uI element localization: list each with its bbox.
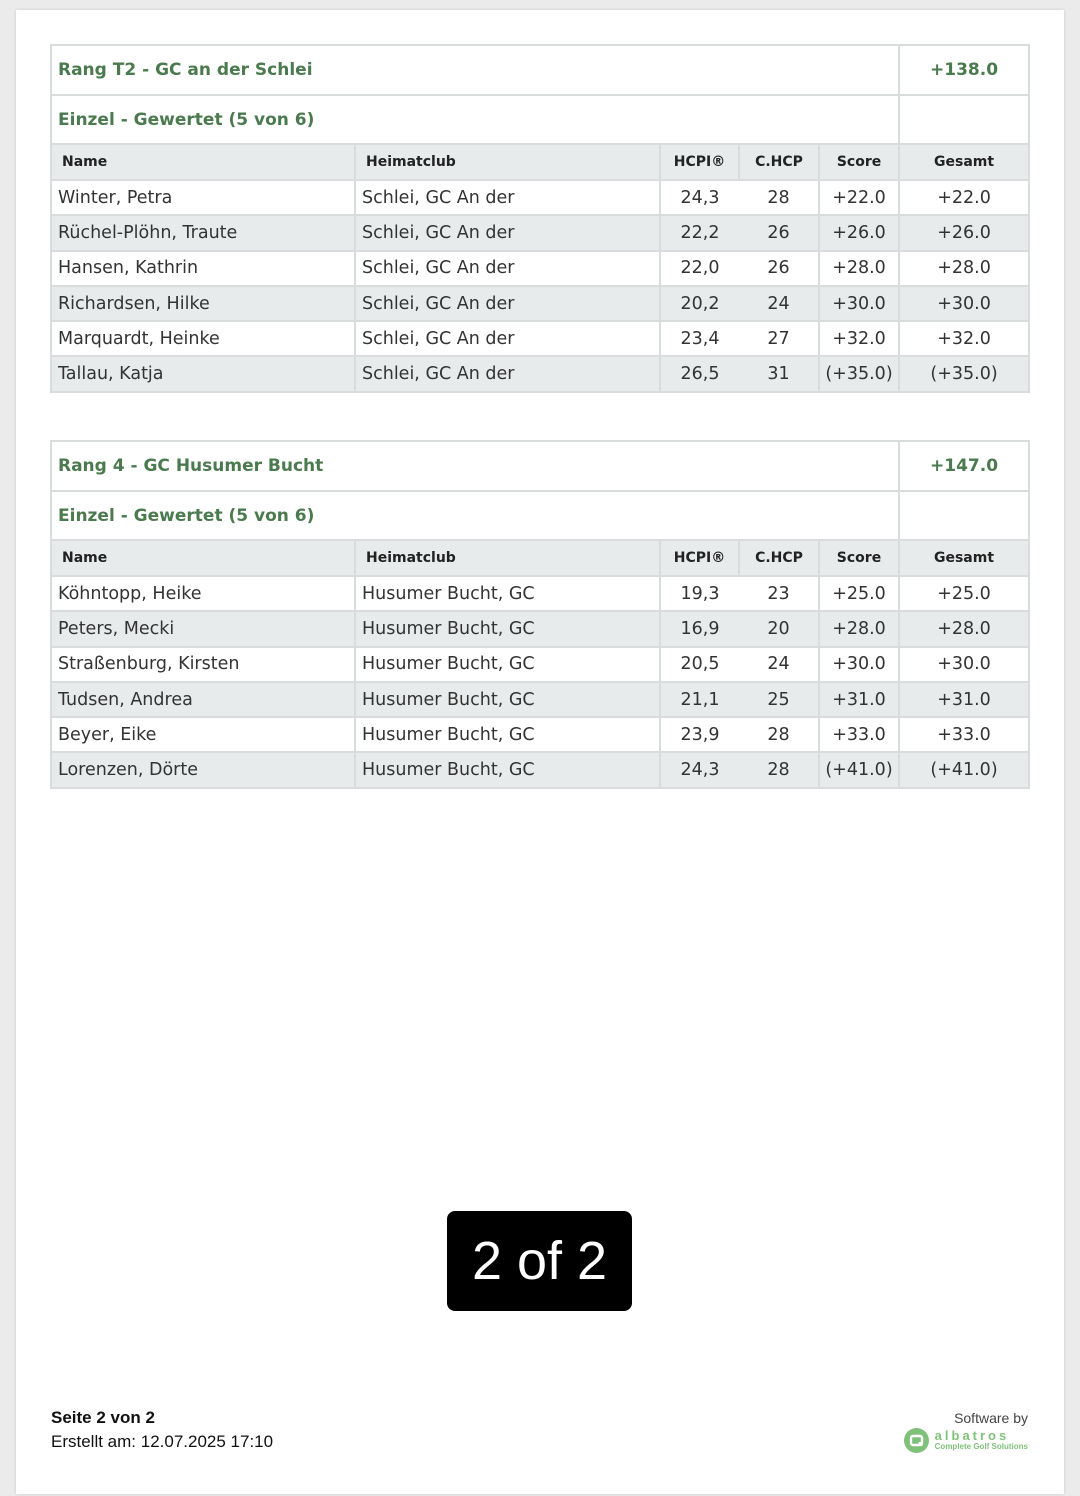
player-hcpi: 23,4 <box>660 321 739 356</box>
player-gesamt: +33.0 <box>899 717 1029 752</box>
empty-cell <box>899 95 1029 144</box>
col-header-gesamt: Gesamt <box>899 144 1029 180</box>
table-row <box>51 576 1029 611</box>
player-score: +32.0 <box>819 321 899 356</box>
footer-page-number: Seite 2 von 2 <box>51 1408 155 1427</box>
player-name: Hansen, Kathrin <box>51 251 355 286</box>
team-subtitle: Einzel - Gewertet (5 von 6) <box>51 95 899 144</box>
player-name: Peters, Mecki <box>51 611 355 646</box>
player-hcpi: 23,9 <box>660 717 739 752</box>
player-club: Schlei, GC An der <box>355 215 660 250</box>
player-club: Schlei, GC An der <box>355 180 660 215</box>
player-name: Richardsen, Hilke <box>51 286 355 321</box>
player-score: +22.0 <box>819 180 899 215</box>
col-header-hcpi: HCPI® <box>660 144 739 180</box>
player-score: (+35.0) <box>819 356 899 391</box>
team-total: +138.0 <box>899 45 1029 95</box>
team-table-1 <box>50 44 1030 393</box>
player-hcpi: 19,3 <box>660 576 739 611</box>
team-total: +147.0 <box>899 441 1029 491</box>
player-hcpi: 24,3 <box>660 180 739 215</box>
player-name: Beyer, Eike <box>51 717 355 752</box>
player-chcp: 26 <box>739 251 819 286</box>
player-score: +25.0 <box>819 576 899 611</box>
player-score: +33.0 <box>819 717 899 752</box>
col-header-name: Name <box>51 144 355 180</box>
player-hcpi: 20,5 <box>660 647 739 682</box>
logo-wordmark: albatros <box>934 1428 1010 1443</box>
player-chcp: 28 <box>739 752 819 787</box>
table-row <box>51 180 1029 215</box>
player-score: +28.0 <box>819 611 899 646</box>
player-chcp: 27 <box>739 321 819 356</box>
team-title: Rang 4 - GC Husumer Bucht <box>51 441 899 491</box>
player-name: Tudsen, Andrea <box>51 682 355 717</box>
player-club: Husumer Bucht, GC <box>355 647 660 682</box>
empty-cell <box>899 491 1029 540</box>
team-title: Rang T2 - GC an der Schlei <box>51 45 899 95</box>
player-gesamt: +28.0 <box>899 251 1029 286</box>
col-header-club: Heimatclub <box>355 540 660 576</box>
player-chcp: 24 <box>739 286 819 321</box>
player-gesamt: +31.0 <box>899 682 1029 717</box>
player-gesamt: +32.0 <box>899 321 1029 356</box>
table-row <box>51 251 1029 286</box>
player-gesamt: (+41.0) <box>899 752 1029 787</box>
player-chcp: 20 <box>739 611 819 646</box>
software-by-label: Software by <box>954 1410 1028 1426</box>
player-hcpi: 21,1 <box>660 682 739 717</box>
player-club: Husumer Bucht, GC <box>355 611 660 646</box>
player-hcpi: 16,9 <box>660 611 739 646</box>
player-gesamt: +26.0 <box>899 215 1029 250</box>
col-header-score: Score <box>819 540 899 576</box>
col-header-hcpi: HCPI® <box>660 540 739 576</box>
player-gesamt: +25.0 <box>899 576 1029 611</box>
player-gesamt: +30.0 <box>899 286 1029 321</box>
player-name: Lorenzen, Dörte <box>51 752 355 787</box>
player-chcp: 31 <box>739 356 819 391</box>
player-hcpi: 22,2 <box>660 215 739 250</box>
player-score: (+41.0) <box>819 752 899 787</box>
player-chcp: 23 <box>739 576 819 611</box>
player-name: Winter, Petra <box>51 180 355 215</box>
albatros-logo-icon <box>904 1428 929 1453</box>
player-score: +30.0 <box>819 286 899 321</box>
player-club: Husumer Bucht, GC <box>355 717 660 752</box>
player-score: +31.0 <box>819 682 899 717</box>
player-score: +28.0 <box>819 251 899 286</box>
footer-info <box>51 1407 273 1455</box>
table-row <box>51 215 1029 250</box>
player-score: +30.0 <box>819 647 899 682</box>
col-header-gesamt: Gesamt <box>899 540 1029 576</box>
player-score: +26.0 <box>819 215 899 250</box>
player-hcpi: 22,0 <box>660 251 739 286</box>
page-indicator: 2 of 2 <box>447 1211 632 1311</box>
player-hcpi: 24,3 <box>660 752 739 787</box>
col-header-name: Name <box>51 540 355 576</box>
player-gesamt: +30.0 <box>899 647 1029 682</box>
player-hcpi: 26,5 <box>660 356 739 391</box>
player-name: Köhntopp, Heike <box>51 576 355 611</box>
col-header-score: Score <box>819 144 899 180</box>
player-club: Schlei, GC An der <box>355 356 660 391</box>
player-name: Tallau, Katja <box>51 356 355 391</box>
logo-tagline: Complete Golf Solutions <box>934 1442 1028 1451</box>
table-row <box>51 647 1029 682</box>
player-chcp: 28 <box>739 717 819 752</box>
player-gesamt: +28.0 <box>899 611 1029 646</box>
table-row <box>51 321 1029 356</box>
player-chcp: 24 <box>739 647 819 682</box>
col-header-chcp: C.HCP <box>739 540 819 576</box>
player-club: Husumer Bucht, GC <box>355 682 660 717</box>
player-chcp: 28 <box>739 180 819 215</box>
albatros-logo <box>878 1428 1028 1453</box>
player-club: Husumer Bucht, GC <box>355 576 660 611</box>
player-club: Husumer Bucht, GC <box>355 752 660 787</box>
player-club: Schlei, GC An der <box>355 321 660 356</box>
table-row <box>51 682 1029 717</box>
footer-created-date: Erstellt am: 12.07.2025 17:10 <box>51 1432 274 1451</box>
team-table-2 <box>50 440 1030 789</box>
footer-branding <box>878 1410 1028 1453</box>
table-row <box>51 611 1029 646</box>
player-gesamt: +22.0 <box>899 180 1029 215</box>
table-row <box>51 717 1029 752</box>
col-header-club: Heimatclub <box>355 144 660 180</box>
player-name: Rüchel-Plöhn, Traute <box>51 215 355 250</box>
table-row <box>51 752 1029 787</box>
player-club: Schlei, GC An der <box>355 286 660 321</box>
player-chcp: 25 <box>739 682 819 717</box>
table-row <box>51 356 1029 391</box>
table-row <box>51 286 1029 321</box>
player-name: Straßenburg, Kirsten <box>51 647 355 682</box>
player-chcp: 26 <box>739 215 819 250</box>
player-club: Schlei, GC An der <box>355 251 660 286</box>
player-hcpi: 20,2 <box>660 286 739 321</box>
col-header-chcp: C.HCP <box>739 144 819 180</box>
team-subtitle: Einzel - Gewertet (5 von 6) <box>51 491 899 540</box>
player-gesamt: (+35.0) <box>899 356 1029 391</box>
player-name: Marquardt, Heinke <box>51 321 355 356</box>
